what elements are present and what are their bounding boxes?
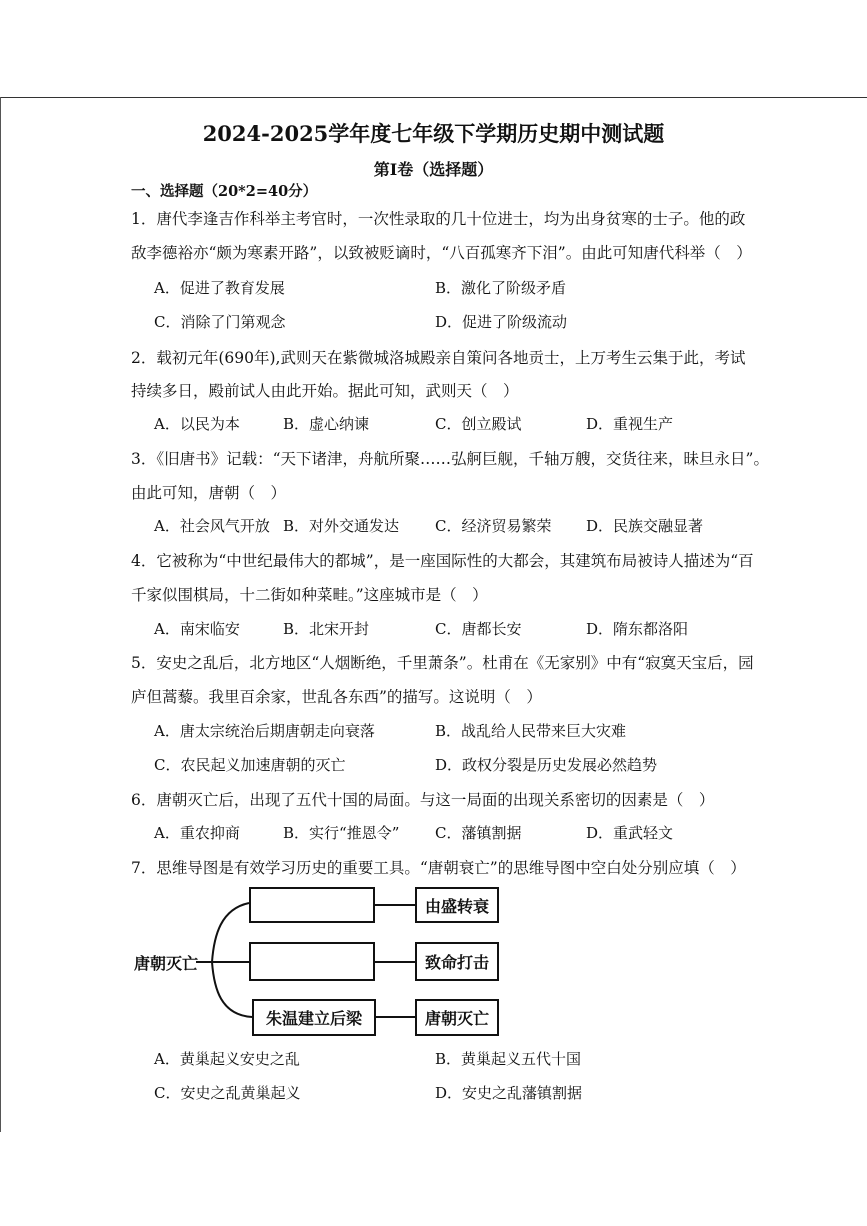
question-2-option-c[interactable]: C．创立殿试: [435, 415, 522, 433]
question-4-line-2: 千家似围棋局，十二街如种菜畦。”这座城市是（ ）: [131, 586, 488, 604]
question-6-option-d[interactable]: D．重武轻文: [586, 824, 674, 842]
question-5-line-1: 5．安史之乱后，北方地区“人烟断绝，千里萧条”。杜甫在《无家别》中有“寂寞天宝后，园: [131, 654, 754, 672]
question-1-option-a[interactable]: A．促进了教育发展: [154, 279, 285, 297]
question-1-option-c[interactable]: C．消除了门第观念: [154, 313, 286, 331]
question-5-line-2: 庐但蒿藜。我里百余家，世乱各东西”的描写。这说明（ ）: [131, 688, 542, 706]
question-3-line-1: 3．《旧唐书》记载：“天下诸津，舟航所聚……弘舸巨舰，千轴万艘，交货往来，昧旦永日”。: [131, 450, 769, 468]
question-4-option-c[interactable]: C．唐都长安: [435, 620, 522, 638]
question-4-option-b[interactable]: B．北宋开封: [283, 620, 370, 638]
question-1-option-b[interactable]: B．激化了阶级矛盾: [435, 279, 567, 297]
question-7-option-c[interactable]: C．安史之乱黄巢起义: [154, 1084, 301, 1102]
question-1-line-2: 敌李德裕亦“颇为寒素开路”，以致被贬谪时，“八百孤寒齐下泪”。由此可知唐代科举（ ）: [131, 244, 752, 262]
question-7-line-1: 7．思维导图是有效学习历史的重要工具。“唐朝衰亡”的思维导图中空白处分别应填（ ）: [131, 859, 746, 877]
mindmap-blank-box-2: [249, 942, 375, 981]
question-3-option-b[interactable]: B．对外交通发达: [283, 517, 400, 535]
question-3-option-c[interactable]: C．经济贸易繁荣: [435, 517, 552, 535]
question-5-option-d[interactable]: D．政权分裂是历史发展必然趋势: [435, 756, 658, 774]
question-1-option-d[interactable]: D．促进了阶级流动: [435, 313, 568, 331]
question-3-option-d[interactable]: D．民族交融显著: [586, 517, 704, 535]
section-heading: 一、选择题（20*2=40分）: [131, 183, 318, 200]
question-2-line-1: 2．载初元年(690年),武则天在紫微城洛城殿亲自策问各地贡士，上万考生云集于此，考试: [131, 349, 746, 367]
question-5-option-b[interactable]: B．战乱给人民带来巨大灾难: [435, 722, 627, 740]
question-6-option-b[interactable]: B．实行“推恩令”: [283, 824, 400, 842]
question-1-line-1: 1．唐代李逢吉作科举主考官时，一次性录取的几十位进士，均为出身贫寒的士子。他的政: [131, 210, 746, 228]
question-7-option-b[interactable]: B．黄巢起义五代十国: [435, 1050, 582, 1068]
exam-title: 2024-2025学年度七年级下学期历史期中测试题: [202, 121, 665, 146]
exam-subtitle: 第Ⅰ卷（选择题）: [373, 160, 494, 179]
question-7-option-a[interactable]: A．黄巢起义安史之乱: [154, 1050, 300, 1068]
question-6-option-a[interactable]: A．重农抑商: [154, 824, 240, 842]
question-2-option-a[interactable]: A．以民为本: [154, 415, 240, 433]
mindmap-root: 唐朝灭亡: [134, 954, 199, 973]
question-3-line-2: 由此可知，唐朝（ ）: [131, 484, 287, 502]
question-5-option-a[interactable]: A．唐太宗统治后期唐朝走向衰落: [154, 722, 375, 740]
mindmap-event-box-3: 朱温建立后梁: [252, 999, 376, 1036]
question-4-option-a[interactable]: A．南宋临安: [154, 620, 240, 638]
question-2-option-d[interactable]: D．重视生产: [586, 415, 674, 433]
question-4-option-d[interactable]: D．隋东都洛阳: [586, 620, 689, 638]
mindmap-result-box-2: 致命打击: [415, 942, 499, 981]
question-5-option-c[interactable]: C．农民起义加速唐朝的灭亡: [154, 756, 346, 774]
question-2-line-2: 持续多日，殿前试人由此开始。据此可知，武则天（ ）: [131, 382, 519, 400]
question-7-option-d[interactable]: D．安史之乱藩镇割据: [435, 1084, 583, 1102]
question-6-option-c[interactable]: C．藩镇割据: [435, 824, 522, 842]
mindmap-blank-box-1: [249, 887, 375, 923]
question-3-option-a[interactable]: A．社会风气开放: [154, 517, 270, 535]
mindmap-result-box-3: 唐朝灭亡: [415, 999, 499, 1036]
question-2-option-b[interactable]: B．虚心纳谏: [283, 415, 370, 433]
question-6-line-1: 6．唐朝灭亡后，出现了五代十国的局面。与这一局面的出现关系密切的因素是（ ）: [131, 791, 715, 809]
question-4-line-1: 4．它被称为“中世纪最伟大的都城”，是一座国际性的大都会，其建筑布局被诗人描述为“百: [131, 552, 754, 570]
mindmap-result-box-1: 由盛转衰: [415, 887, 499, 923]
